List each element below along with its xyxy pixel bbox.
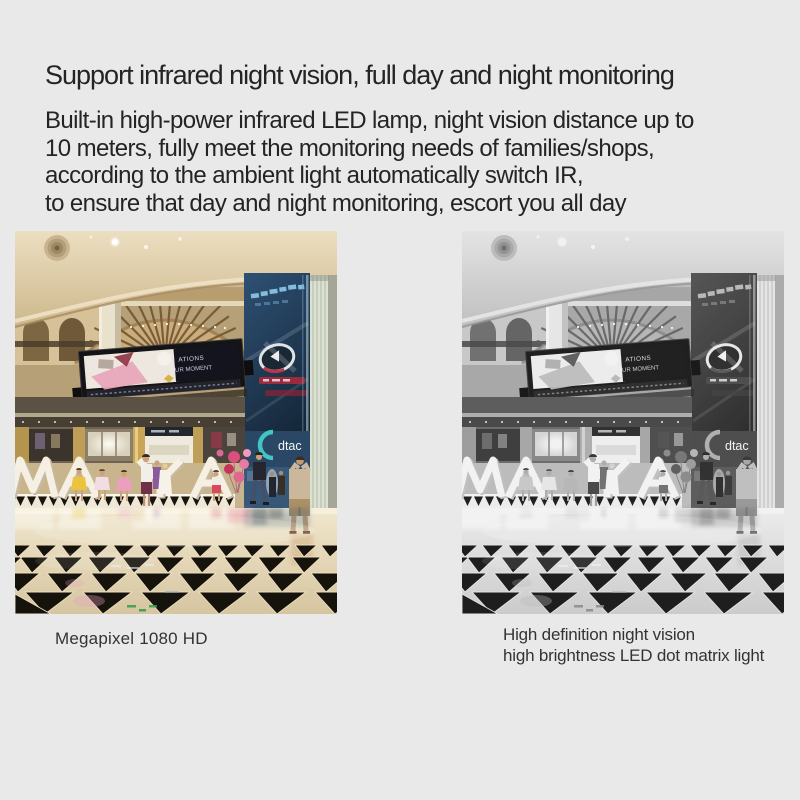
description-line: to ensure that day and night monitoring, escort you all day (45, 189, 626, 217)
page-title: Support infrared night vision, full day and night monitoring (45, 60, 674, 90)
night-caption-line-1: High definition night vision (503, 625, 695, 644)
day-caption: Megapixel 1080 HD (55, 629, 208, 648)
night-photo (462, 231, 784, 614)
night-caption (503, 625, 764, 666)
mall-scene-night (462, 231, 784, 614)
description-line: Built-in high-power infrared LED lamp, night vision distance up to (45, 107, 694, 134)
description (45, 107, 694, 217)
night-caption-line-2: high brightness LED dot matrix light (503, 645, 765, 665)
description-line: 10 meters, fully meet the monitoring needs of families/shops, (45, 134, 655, 162)
description-line: according to the ambient light automatically switch IR, (45, 162, 583, 189)
mall-scene-day (15, 231, 337, 614)
day-photo (15, 231, 337, 614)
